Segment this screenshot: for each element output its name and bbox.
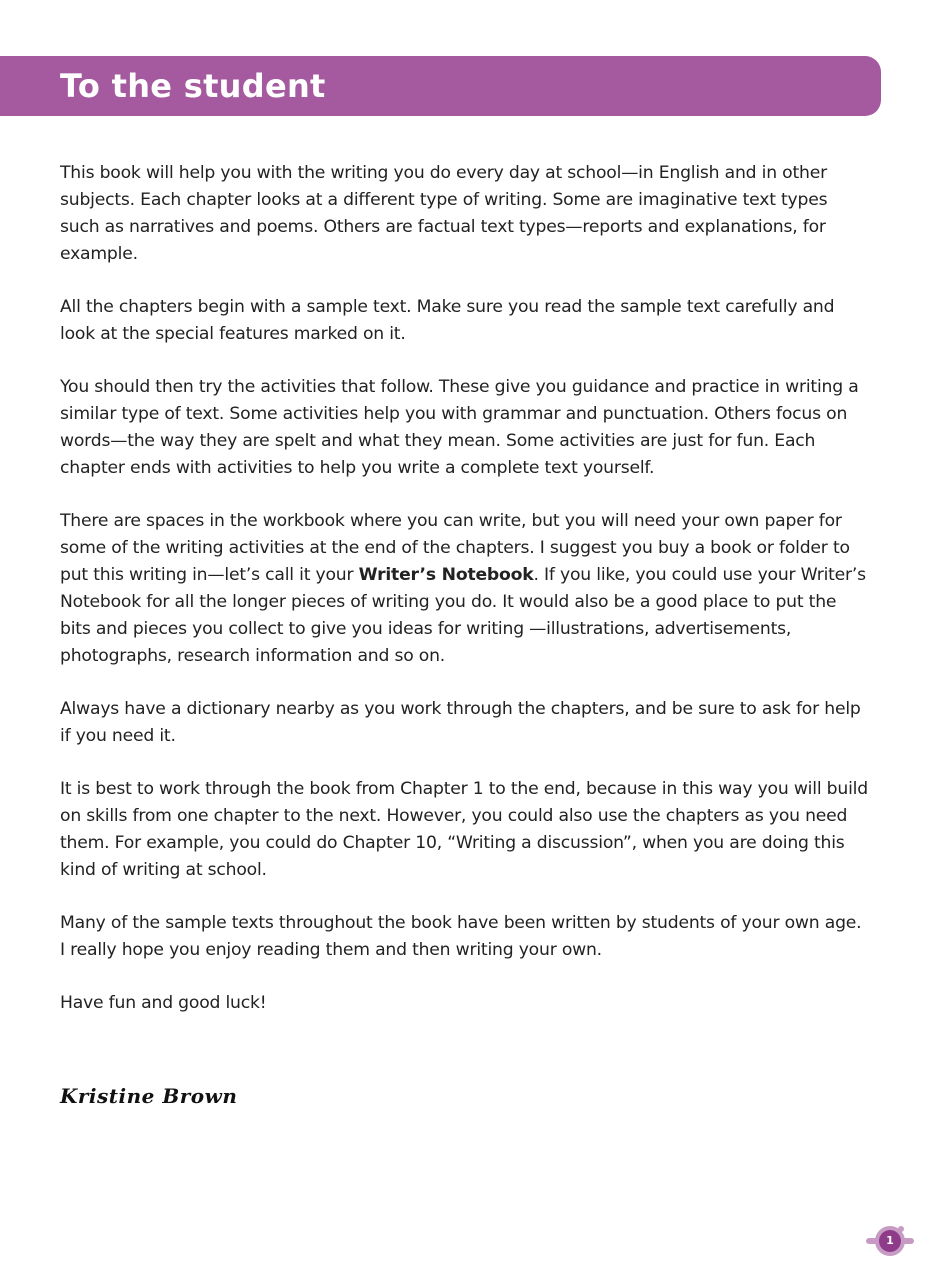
paragraph-sample-authors: Many of the sample texts throughout the book have been written by students of your own age. I really hope you enjoy reading them and then writing your own.: [60, 913, 862, 960]
paragraph-chapter-order: It is best to work through the book from Chapter 1 to the end, because in this way you will build on skills from one chapter to the next. However, you could also use the chapters as you need them. For example, you could do Chapter 10, “Writing a discussion”, when you are doing this kind of writing at school.: [60, 779, 868, 880]
page-number: 1: [886, 1234, 894, 1247]
writers-notebook-term: Writer’s Notebook: [358, 565, 534, 585]
paragraph-writers-notebook-start: There are spaces in the workbook where you can write, but you will need your own paper for some of the writing activities at the end of the chapters. I suggest you buy a book or folder to put this writing in—let’s call it your: [60, 511, 850, 585]
paragraph-sample-text: All the chapters begin with a sample text. Make sure you read the sample text carefully and look at the special features marked on it.: [60, 297, 835, 344]
paragraph-writers-notebook-end: . If you like, you could use your Writer’s Notebook for all the longer pieces of writing you do. It would also be a good place to put the bits and pieces you collect to give you ideas for writing —illustrations, advertisements, photographs, research information and so on.: [60, 565, 866, 666]
paragraph-activities: You should then try the activities that follow. These give you guidance and practice in writing a similar type of text. Some activities help you with grammar and punctuation. Others focus on words—the way they are spelt and what they mean. Some activities are just for fun. Each chapter ends with activities to help you write a complete text yourself.: [60, 377, 859, 478]
body-text: [60, 160, 870, 1043]
paragraph-writers-notebook: [60, 508, 870, 670]
author-signature: Kristine Brown: [60, 1084, 238, 1108]
paragraph-intro: This book will help you with the writing you do every day at school—in English and in other subjects. Each chapter looks at a different type of writing. Some are imaginative text types such as narratives and poems. Others are factual text types—reports and explanations, for example.: [60, 163, 828, 264]
paragraph-closing: Have fun and good luck!: [60, 993, 267, 1013]
paragraph-dictionary: Always have a dictionary nearby as you work through the chapters, and be sure to ask for help if you need it.: [60, 699, 861, 746]
page-title: To the student: [60, 67, 326, 105]
